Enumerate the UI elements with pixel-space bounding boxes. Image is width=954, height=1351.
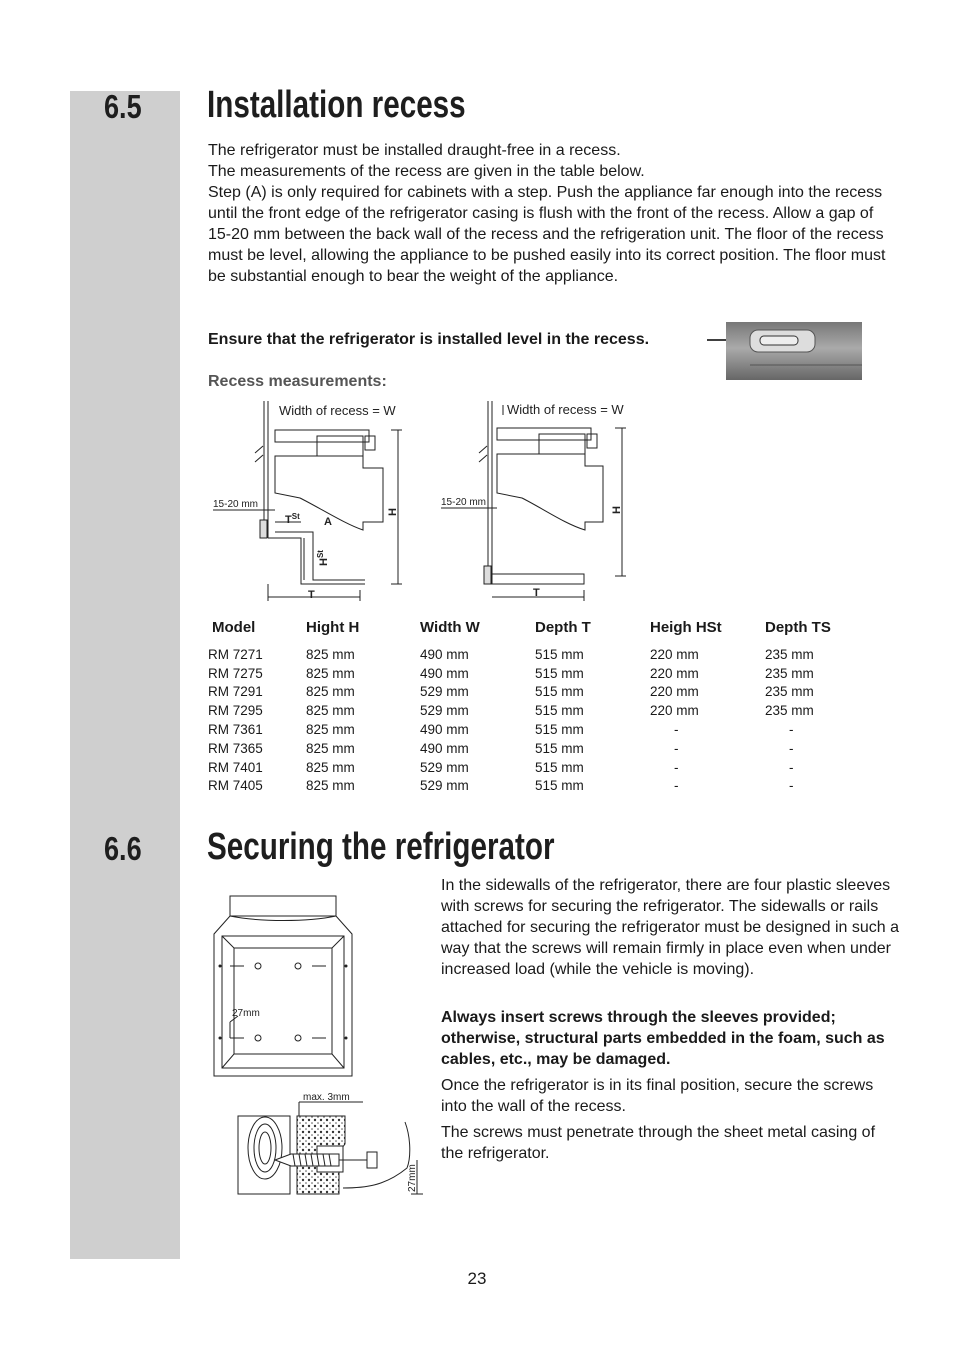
gap-label: 15-20 mm: [441, 497, 487, 508]
cell-width: 529 mm: [420, 778, 469, 794]
section-number: 6.6: [104, 830, 142, 867]
cell-height: 825 mm: [306, 740, 355, 756]
section-title: Installation recess: [207, 84, 466, 126]
securing-paragraph-4: The screws must penetrate through the sheet metal casing of the refrigerator.: [441, 1124, 876, 1162]
cell-width: 490 mm: [420, 646, 469, 662]
t-st-label: $T^{St}$: [285, 512, 300, 526]
t-label: T: [308, 589, 315, 601]
cell-height: 825 mm: [306, 684, 355, 700]
cell-width: 529 mm: [420, 703, 469, 719]
cell-depth-ts: -: [789, 740, 794, 756]
cell-model: RM 7405: [208, 778, 263, 794]
cell-width: 529 mm: [420, 684, 469, 700]
cell-depth-ts: -: [789, 759, 794, 775]
cell-model: RM 7275: [208, 665, 263, 681]
header-height-st: Heigh HSt: [650, 618, 722, 636]
securing-paragraph-3: Once the refrigerator is in its final position, secure the screws into the wall of the recess.: [441, 1077, 874, 1115]
table-row: [208, 683, 845, 702]
cell-height-st: 220 mm: [650, 703, 699, 719]
table-row: [208, 777, 845, 796]
cell-height-st: -: [674, 759, 679, 775]
cell-height-st: 220 mm: [650, 665, 699, 681]
cell-height: 825 mm: [306, 759, 355, 775]
h-label: H: [611, 506, 623, 514]
header-width: Width W: [420, 618, 480, 636]
cell-model: RM 7291: [208, 684, 263, 700]
cell-width: 529 mm: [420, 759, 469, 775]
side-27mm-label: 27mm: [407, 1164, 418, 1192]
cell-width: 490 mm: [420, 665, 469, 681]
cell-depth-ts: 235 mm: [765, 703, 814, 719]
table-row: [208, 720, 845, 739]
cell-model: RM 7295: [208, 703, 263, 719]
fridge-screw-diagram: [208, 892, 360, 1082]
intro-paragraph: The refrigerator must be installed draught-free in a recess. The measurements of the recess are given in the table below. Step (A) is only required for cabinets with a step. Push the appliance far enough into the recess until the front edge of the refrigerator casing is flush with the front of the recess. Allow a gap of 15-20 mm between the back wall of the recess and the refrigeration unit. The floor of the recess must be level, allowing the appliance to be pushed easily into its correct position. The floor must be substantial enough to bear the weight of the appliance.: [208, 142, 886, 285]
cell-height: 825 mm: [306, 722, 355, 738]
cell-height: 825 mm: [306, 665, 355, 681]
header-model: Model: [212, 618, 256, 636]
cell-height-st: -: [674, 778, 679, 794]
cell-model: RM 7401: [208, 759, 263, 775]
cell-model: RM 7271: [208, 646, 263, 662]
section-number: 6.5: [104, 88, 142, 125]
cell-depth: 515 mm: [535, 665, 584, 681]
t-label: T: [533, 587, 540, 599]
cell-depth: 515 mm: [535, 703, 584, 719]
measurements-table: [208, 617, 845, 795]
recess-diagram-flat: [437, 398, 637, 605]
h-st-label: $H^{St}$: [316, 550, 330, 566]
table-row: [208, 758, 845, 777]
table-row: [208, 645, 845, 664]
securing-paragraph-1: In the sidewalls of the refrigerator, there are four plastic sleeves with screws for securing the refrigerator. The sidewalls or rails attached for securing the refrigerator must be designed in such a way that the screws will remain firmly in place even when under increased load (while the vehicle is moving).: [441, 877, 900, 978]
recess-heading: Recess measurements:: [208, 373, 387, 390]
cell-depth: 515 mm: [535, 722, 584, 738]
fridge-27mm-label: 27mm: [232, 1008, 260, 1019]
header-height: Hight H: [306, 618, 360, 636]
cell-depth-ts: -: [789, 778, 794, 794]
width-label: Width of recess = W: [279, 403, 396, 418]
header-depth-ts: Depth TS: [765, 618, 831, 636]
cell-depth-ts: 235 mm: [765, 684, 814, 700]
cell-depth-ts: 235 mm: [765, 646, 814, 662]
cell-height: 825 mm: [306, 703, 355, 719]
width-label: Width of recess = W: [507, 402, 624, 417]
cell-depth-ts: 235 mm: [765, 665, 814, 681]
cell-height: 825 mm: [306, 778, 355, 794]
cell-depth: 515 mm: [535, 740, 584, 756]
max-3mm-label: max. 3mm: [303, 1092, 350, 1103]
cell-depth-ts: -: [789, 722, 794, 738]
page-number: 23: [467, 1269, 487, 1288]
cell-width: 490 mm: [420, 740, 469, 756]
recess-diagram-step: [205, 398, 420, 605]
screw-cross-section: [235, 1088, 425, 1200]
h-label: H: [387, 508, 399, 516]
gap-label: 15-20 mm: [213, 499, 259, 510]
header-depth: Depth T: [535, 618, 591, 636]
table-row: [208, 701, 845, 720]
cell-height-st: 220 mm: [650, 684, 699, 700]
level-note: Ensure that the refrigerator is installed level in the recess.: [208, 331, 650, 348]
cell-height: 825 mm: [306, 646, 355, 662]
cell-depth: 515 mm: [535, 759, 584, 775]
a-label: A: [324, 516, 332, 528]
cell-model: RM 7365: [208, 740, 263, 756]
cell-depth: 515 mm: [535, 646, 584, 662]
cell-depth: 515 mm: [535, 778, 584, 794]
section-sidebar: [70, 91, 180, 1259]
cell-width: 490 mm: [420, 722, 469, 738]
cell-height-st: -: [674, 740, 679, 756]
securing-warning: Always insert screws through the sleeves provided; otherwise, structural parts embedded in the foam, such as cables, etc., may be damaged.: [441, 1009, 885, 1068]
table-row: [208, 739, 845, 758]
cell-height-st: 220 mm: [650, 646, 699, 662]
cell-model: RM 7361: [208, 722, 263, 738]
table-header-row: [208, 617, 845, 645]
section-title: Securing the refrigerator: [207, 826, 555, 868]
cell-depth: 515 mm: [535, 684, 584, 700]
spirit-level-photo: [705, 320, 865, 382]
table-row: [208, 664, 845, 683]
cell-height-st: -: [674, 722, 679, 738]
